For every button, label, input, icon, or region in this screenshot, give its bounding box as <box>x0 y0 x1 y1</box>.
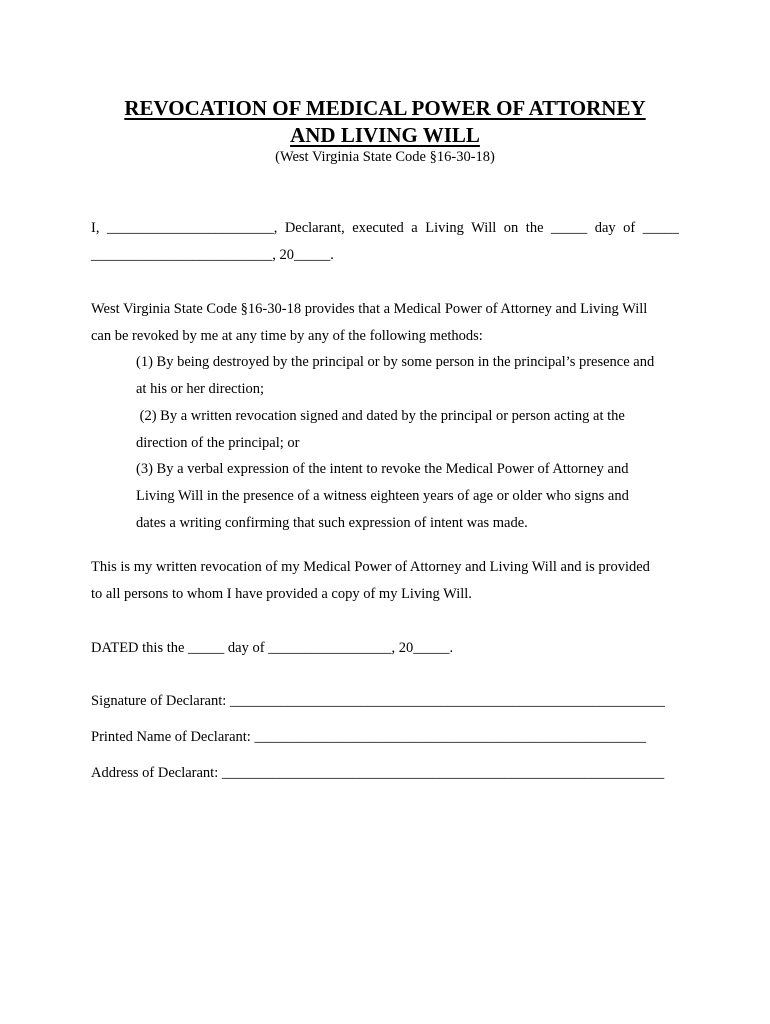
method-3-line-2: Living Will in the presence of a witness eighteen years of age or older who signs and <box>136 488 629 504</box>
signature-line: Signature of Declarant: ____________________________________________________________ <box>91 693 665 709</box>
intro-line-2: _________________________, 20_____. <box>91 247 334 263</box>
document-title-line-2: AND LIVING WILL <box>290 123 480 147</box>
dated-line: DATED this the _____ day of _________________, 20_____. <box>91 640 454 656</box>
printed-name-line: Printed Name of Declarant: ______________________________________________________ <box>91 729 646 745</box>
revocation-line-1: This is my written revocation of my Medical Power of Attorney and Living Will and is provided <box>91 559 650 575</box>
method-3-line-3: dates a writing confirming that such expression of intent was made. <box>136 515 528 531</box>
method-2-line-1: (2) By a written revocation signed and dated by the principal or person acting at the <box>136 408 625 424</box>
method-2-line-2: direction of the principal; or <box>136 435 300 451</box>
document-title-line-1: REVOCATION OF MEDICAL POWER OF ATTORNEY <box>124 96 646 120</box>
method-1-line-1: (1) By being destroyed by the principal or by some person in the principal’s presence and <box>136 354 655 370</box>
method-3-line-1: (3) By a verbal expression of the intent to revoke the Medical Power of Attorney and <box>136 461 629 477</box>
statute-citation: (West Virginia State Code §16-30-18) <box>275 149 495 165</box>
method-1-line-2: at his or her direction; <box>136 381 265 397</box>
address-line: Address of Declarant: _____________________________________________________________ <box>91 765 665 781</box>
statute-line-2: can be revoked by me at any time by any of the following methods: <box>91 328 483 344</box>
statute-line-1: West Virginia State Code §16-30-18 provides that a Medical Power of Attorney and Living Will <box>91 301 648 317</box>
revocation-line-2: to all persons to whom I have provided a copy of my Living Will. <box>91 586 472 602</box>
intro-line-1: I, _______________________, Declarant, executed a Living Will on the _____ day of _____ <box>91 220 679 236</box>
